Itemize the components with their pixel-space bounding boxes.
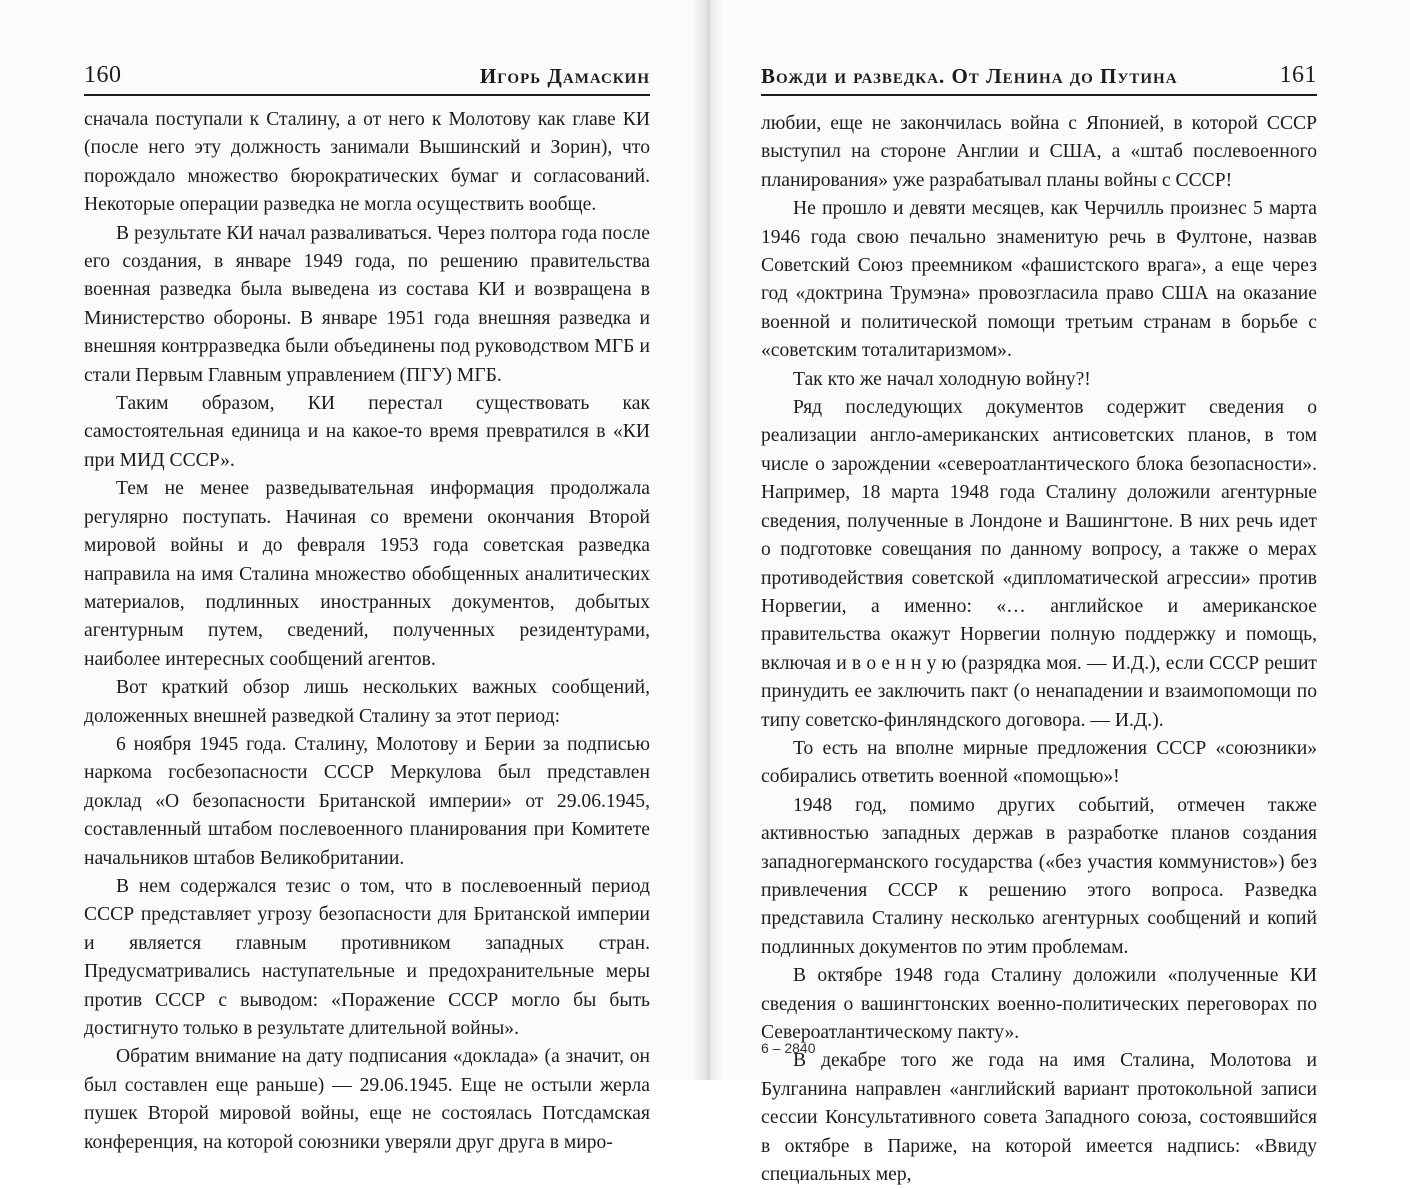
right-body-text bbox=[761, 110, 1317, 1189]
left-running-head bbox=[84, 62, 650, 96]
left-paragraph-4: Тем не менее разведывательная информация продолжала регулярно поступать. Начиная со времени окончания Второй мировой войны и до февраля 1953 года советская разведка направила на имя Сталина множество обобщенных аналитических материалов, подлинных иностранных документов, добытых агентурным путем, сведений, полученных резидентурами, наиболее интересных сообщений агентов. bbox=[84, 478, 650, 670]
left-paragraph-6: 6 ноября 1945 года. Сталину, Молотову и Берии за подписью наркома госбезопасности СССР Меркулова был представлен доклад «О безопасности Британской империи» от 29.06.1945, составленный штабом послевоенного планирования при Комитете начальников штабов Великобритании. bbox=[84, 733, 650, 869]
left-page bbox=[84, 0, 650, 1153]
left-running-title: Игорь Дамаскин bbox=[479, 64, 650, 88]
left-paragraph-2: В результате КИ начал разваливаться. Через полтора года после его создания, в январе 1949 года, по решению правительства военная разведка была выведена из состава КИ и возвращена в Министерство обороны. В январе 1951 года внешняя разведка и внешняя контрразведка были объединены под руководством МГБ и стали Первым Главным управлением (ПГУ) МГБ. bbox=[84, 222, 650, 386]
right-paragraph-2: Не прошло и девяти месяцев, как Черчилль произнес 5 марта 1946 года свою печально знаменитую речь в Фултоне, назвав Советский Союз преемником «фашистского врага», а еще через год «доктрина Трумэна» провозгласила право США на оказание военной и политической помощи третьим странам в борьбе с «советским тоталитаризмом». bbox=[761, 198, 1317, 362]
right-running-title: Вожди и разведка. От Ленина до Путина bbox=[761, 64, 1178, 88]
right-paragraph-1: любии, еще не закончилась война с Японией, в которой СССР выступил на стороне Англии и США, а «штаб послевоенного планирования» уже разрабатывал планы войны с СССР! bbox=[761, 113, 1317, 191]
left-body-text bbox=[84, 106, 650, 1157]
printer-signature: 6 – 2840 bbox=[761, 1040, 816, 1056]
left-paragraph-1: сначала поступали к Сталину, а от него к Молотову как главе КИ (после него эту должность занимали Вышинский и Зорин), что порождало множество бюрократических бумаг и согласований. Некоторые операции разведка не могла осуществить вообще. bbox=[84, 109, 650, 216]
left-paragraph-5: Вот краткий обзор лишь нескольких важных сообщений, доложенных внешней разведкой Сталину за этот период: bbox=[84, 677, 650, 727]
right-page bbox=[761, 0, 1317, 1186]
right-paragraph-4: Ряд последующих документов содержит сведения о реализации англо-американских антисоветских планов, в том числе о зарождении «североатлантического блока безопасности». Например, 18 марта 1948 года Сталину доложили агентурные сведения, полученные в Лондоне и Вашингтоне. В них речь идет о подготовке совещания по данному вопросу, а также о мерах противодействия советской «дипломатической агрессии» против Норвегии, а именно: «… английское и американское правительства окажут Норвегии полную поддержку и помощь, включая и в о е н н у ю (разрядка моя. — И.Д.), если СССР решит принудить ее заключить пакт (о ненападении и взаимопомощи по типу советско-финляндского договора. — И.Д.). bbox=[761, 397, 1317, 731]
left-paragraph-8: Обратим внимание на дату подписания «доклада» (а значит, он был составлен еще раньше) — 29.06.1945. Еще не остыли жерла пушек Второй мировой войны, еще не состоялась Потсдамская конференция, на которой союзники уверяли друг друга в миро- bbox=[84, 1046, 650, 1153]
right-running-head bbox=[761, 62, 1317, 96]
right-paragraph-5: То есть на вполне мирные предложения СССР «союзники» собирались ответить военной «помощью»! bbox=[761, 737, 1317, 788]
right-paragraph-7: В октябре 1948 года Сталину доложили «полученные КИ сведения о вашингтонских военно-политических переговорах по Североатлантическому пакту». bbox=[761, 965, 1317, 1043]
left-page-number: 160 bbox=[84, 62, 122, 88]
right-paragraph-8: В декабре того же года на имя Сталина, Молотова и Булганина направлен «английский вариант протокольной записи сессии Консультативного совета Западного союза, состоявшийся в октябре в Париже, на которой имеется надпись: «Ввиду специальных мер, bbox=[761, 1050, 1317, 1186]
book-gutter bbox=[693, 0, 723, 1080]
left-paragraph-3: Таким образом, КИ перестал существовать как самостоятельная единица и на какое-то время превратился в «КИ при МИД СССР». bbox=[84, 393, 650, 471]
right-paragraph-6: 1948 год, помимо других событий, отмечен также активностью западных держав в разработке планов создания западногерманского государства («без участия коммунистов») без привлечения СССР к решению этого вопроса. Разведка представила Сталину несколько агентурных сообщений и копий подлинных документов по этим проблемам. bbox=[761, 794, 1317, 958]
right-page-number: 161 bbox=[1279, 62, 1317, 88]
right-paragraph-3: Так кто же начал холодную войну?! bbox=[793, 368, 1091, 390]
left-paragraph-7: В нем содержался тезис о том, что в послевоенный период СССР представляет угрозу безопасности для Британской империи и является главным противником западных стран. Предусматривались наступательные и предохранительные меры против СССР с выводом: «Поражение СССР могло бы быть достигнуто только в результате длительной войны». bbox=[84, 875, 650, 1039]
